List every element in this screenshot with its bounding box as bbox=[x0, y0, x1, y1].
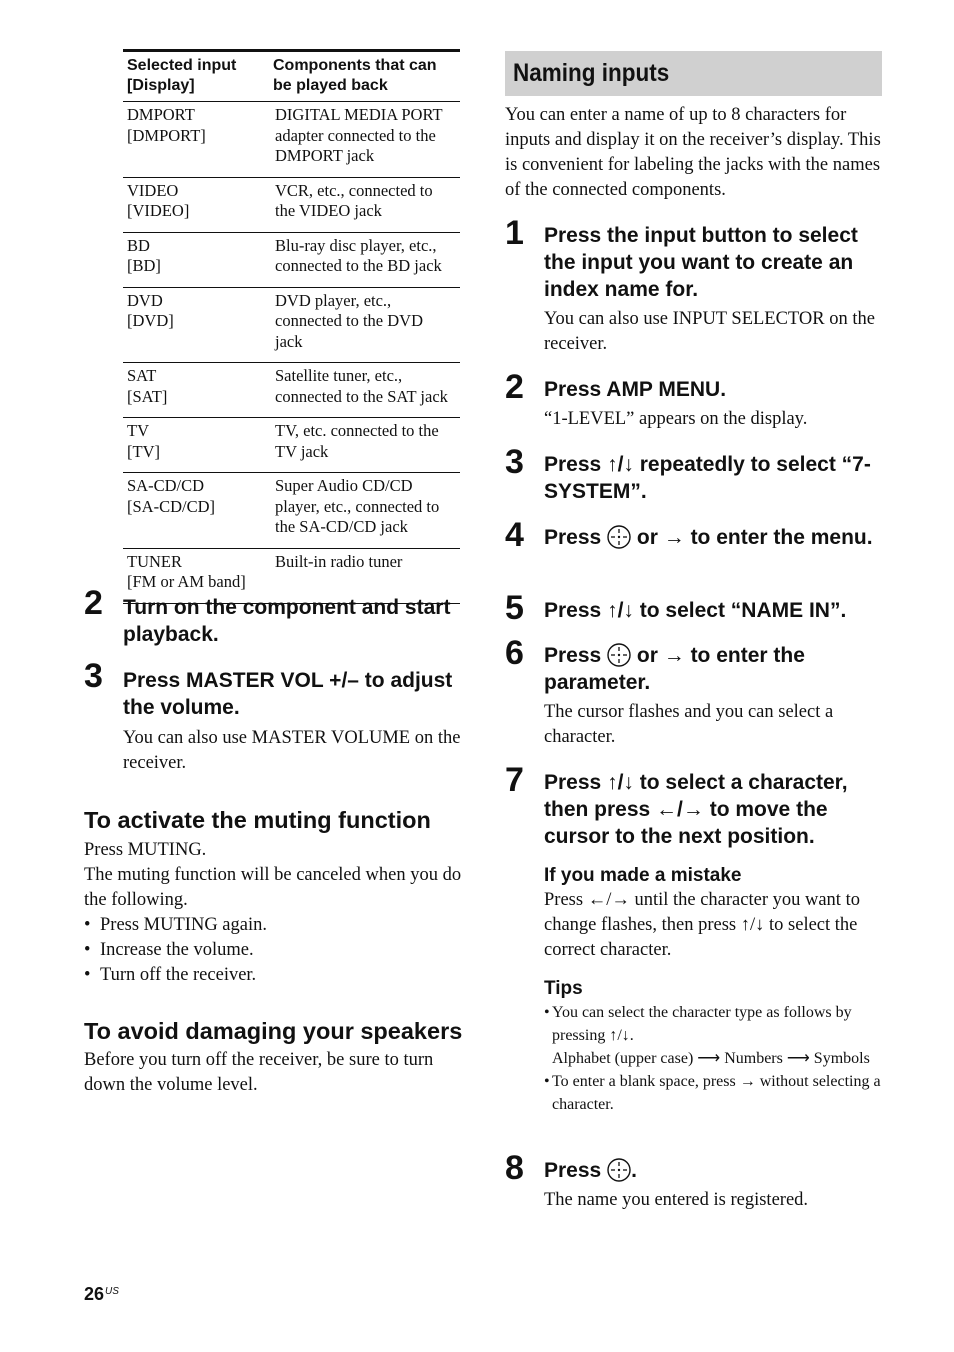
list-item: • Increase the volume. bbox=[84, 938, 464, 963]
left-step-3 bbox=[84, 657, 464, 776]
naming-inputs-banner bbox=[505, 51, 882, 96]
step-number: 3 bbox=[84, 657, 103, 695]
table-header-row bbox=[123, 51, 460, 102]
table-row bbox=[123, 418, 460, 473]
table-row bbox=[123, 232, 460, 287]
step-body: You can also use INPUT SELECTOR on the receiver. bbox=[544, 309, 875, 354]
cell-input: TV [TV] bbox=[127, 421, 160, 461]
step-number: 6 bbox=[505, 634, 524, 672]
cell-components: Built-in radio tuner bbox=[275, 551, 403, 571]
step-3 bbox=[505, 443, 885, 505]
speakers-section bbox=[84, 1019, 464, 1098]
step-title: Press ↑/↓ repeatedly to select “7-SYSTEM”. bbox=[544, 453, 871, 503]
enter-button-icon bbox=[607, 525, 631, 549]
step-title: Press . bbox=[544, 1159, 637, 1182]
tips-section bbox=[544, 977, 885, 1116]
step-7 bbox=[505, 761, 885, 1116]
cell-components: Blu-ray disc player, etc., connected to the BD jack bbox=[275, 235, 442, 275]
section-title: Naming inputs bbox=[513, 59, 670, 87]
step-number: 4 bbox=[505, 516, 524, 554]
step-number: 2 bbox=[505, 368, 524, 406]
step-title: Turn on the component and start playback. bbox=[123, 596, 451, 646]
step-number: 2 bbox=[84, 584, 103, 622]
step-body: You can also use MASTER VOLUME on the receiver. bbox=[123, 728, 461, 773]
step-8 bbox=[505, 1149, 885, 1213]
step-2 bbox=[505, 368, 885, 432]
muting-bullet-list bbox=[84, 913, 464, 988]
cell-input: VIDEO [VIDEO] bbox=[127, 180, 190, 220]
up-down-arrow-icon: ↑/↓ bbox=[609, 1027, 630, 1044]
input-components-table bbox=[123, 49, 460, 604]
header-components: Components that can be played back bbox=[273, 57, 437, 94]
table-row bbox=[123, 177, 460, 232]
step-title: Press or → to enter the parameter. bbox=[544, 644, 805, 694]
left-right-arrow-icon: ←/→ bbox=[656, 798, 704, 821]
step-5 bbox=[505, 589, 885, 627]
muting-line1: Press MUTING. bbox=[84, 840, 207, 860]
enter-button-icon bbox=[607, 643, 631, 667]
step-number: 7 bbox=[505, 761, 524, 799]
cell-input: DVD [DVD] bbox=[127, 290, 174, 330]
step-body: The cursor flashes and you can select a character. bbox=[544, 702, 834, 747]
muting-heading: To activate the muting function bbox=[84, 807, 431, 833]
enter-button-icon bbox=[607, 1158, 631, 1182]
right-arrow-icon: → bbox=[739, 1073, 756, 1090]
step-6 bbox=[505, 634, 885, 750]
table-row bbox=[123, 473, 460, 549]
speakers-body: Before you turn off the receiver, be sure to turn down the volume level. bbox=[84, 1050, 434, 1095]
step-title: Press or → to enter the menu. bbox=[544, 526, 873, 549]
cell-components: DIGITAL MEDIA PORT adapter connected to the DMPORT jack bbox=[275, 105, 443, 165]
muting-section bbox=[84, 808, 464, 988]
step-title: Press ↑/↓ to select “NAME IN”. bbox=[544, 599, 847, 622]
left-right-arrow-icon: ←/→ bbox=[587, 890, 630, 910]
step-4 bbox=[505, 516, 885, 554]
step-title: Press ↑/↓ to select a character, then press ←/→ to move the cursor to the next position. bbox=[544, 771, 848, 848]
right-arrow-icon: → bbox=[663, 644, 685, 667]
left-step-2 bbox=[84, 584, 464, 648]
mistake-heading: If you made a mistake bbox=[544, 865, 742, 886]
step-number: 8 bbox=[505, 1149, 524, 1187]
up-down-arrow-icon: ↑/↓ bbox=[740, 915, 765, 935]
cell-input: TUNER [FM or AM band] bbox=[127, 551, 246, 591]
step-title: Press AMP MENU. bbox=[544, 378, 727, 401]
cell-input: BD [BD] bbox=[127, 235, 161, 275]
cell-components: DVD player, etc., connected to the DVD jack bbox=[275, 290, 423, 351]
tips-heading: Tips bbox=[544, 978, 583, 999]
right-arrow-icon: → bbox=[663, 526, 685, 549]
list-item: • Turn off the receiver. bbox=[84, 963, 464, 988]
speakers-heading: To avoid damaging your speakers bbox=[84, 1018, 463, 1044]
step-number: 3 bbox=[505, 443, 524, 481]
step-title: Press MASTER VOL +/– to adjust the volume. bbox=[123, 669, 453, 719]
page-number: $26^{US}$ bbox=[84, 1284, 119, 1304]
step-number: 1 bbox=[505, 214, 524, 252]
header-selected-input: Selected input [Display] bbox=[127, 57, 237, 94]
cell-components: TV, etc. connected to the TV jack bbox=[275, 421, 439, 461]
cell-input: SAT [SAT] bbox=[127, 366, 168, 406]
list-item: • Press MUTING again. bbox=[84, 913, 464, 938]
cell-components: VCR, etc., connected to the VIDEO jack bbox=[275, 180, 433, 220]
table-row bbox=[123, 102, 460, 178]
table-row bbox=[123, 363, 460, 418]
table-row bbox=[123, 287, 460, 363]
up-down-arrow-icon: ↑/↓ bbox=[607, 771, 634, 794]
mistake-section bbox=[544, 864, 885, 963]
naming-intro: You can enter a name of up to 8 characters for inputs and display it on the receiver’s display. This is convenient for labeling the jacks with the names of the connected components. bbox=[505, 105, 881, 200]
long-arrow-icon: ⟶ bbox=[697, 1050, 721, 1067]
tips-list bbox=[544, 1001, 885, 1116]
up-down-arrow-icon: ↑/↓ bbox=[607, 453, 634, 476]
cell-input: SA-CD/CD [SA-CD/CD] bbox=[127, 476, 216, 516]
step-title: Press the input button to select the input you want to create an index name for. bbox=[544, 224, 858, 301]
up-down-arrow-icon: ↑/↓ bbox=[607, 599, 634, 622]
step-1 bbox=[505, 214, 885, 357]
cell-components: Satellite tuner, etc., connected to the SAT jack bbox=[275, 366, 448, 406]
cell-input: DMPORT [DMPORT] bbox=[127, 105, 206, 145]
list-item: • To enter a blank space, press → without selecting a character. bbox=[544, 1070, 885, 1116]
mistake-body: Press ←/→ until the character you want to change flashes, then press ↑/↓ to select the correct character. bbox=[544, 890, 860, 960]
long-arrow-icon: ⟶ bbox=[786, 1050, 810, 1067]
cell-components: Super Audio CD/CD player, etc., connected to the SA-CD/CD jack bbox=[275, 476, 440, 536]
list-item: • You can select the character type as follows by pressing ↑/↓. Alphabet (upper case) ⟶ Numbers ⟶ Symbols bbox=[544, 1001, 885, 1070]
step-body: “1-LEVEL” appears on the display. bbox=[544, 409, 808, 429]
step-number: 5 bbox=[505, 589, 524, 627]
step-body: The name you entered is registered. bbox=[544, 1190, 809, 1210]
muting-line2: The muting function will be canceled when you do the following. bbox=[84, 865, 462, 910]
